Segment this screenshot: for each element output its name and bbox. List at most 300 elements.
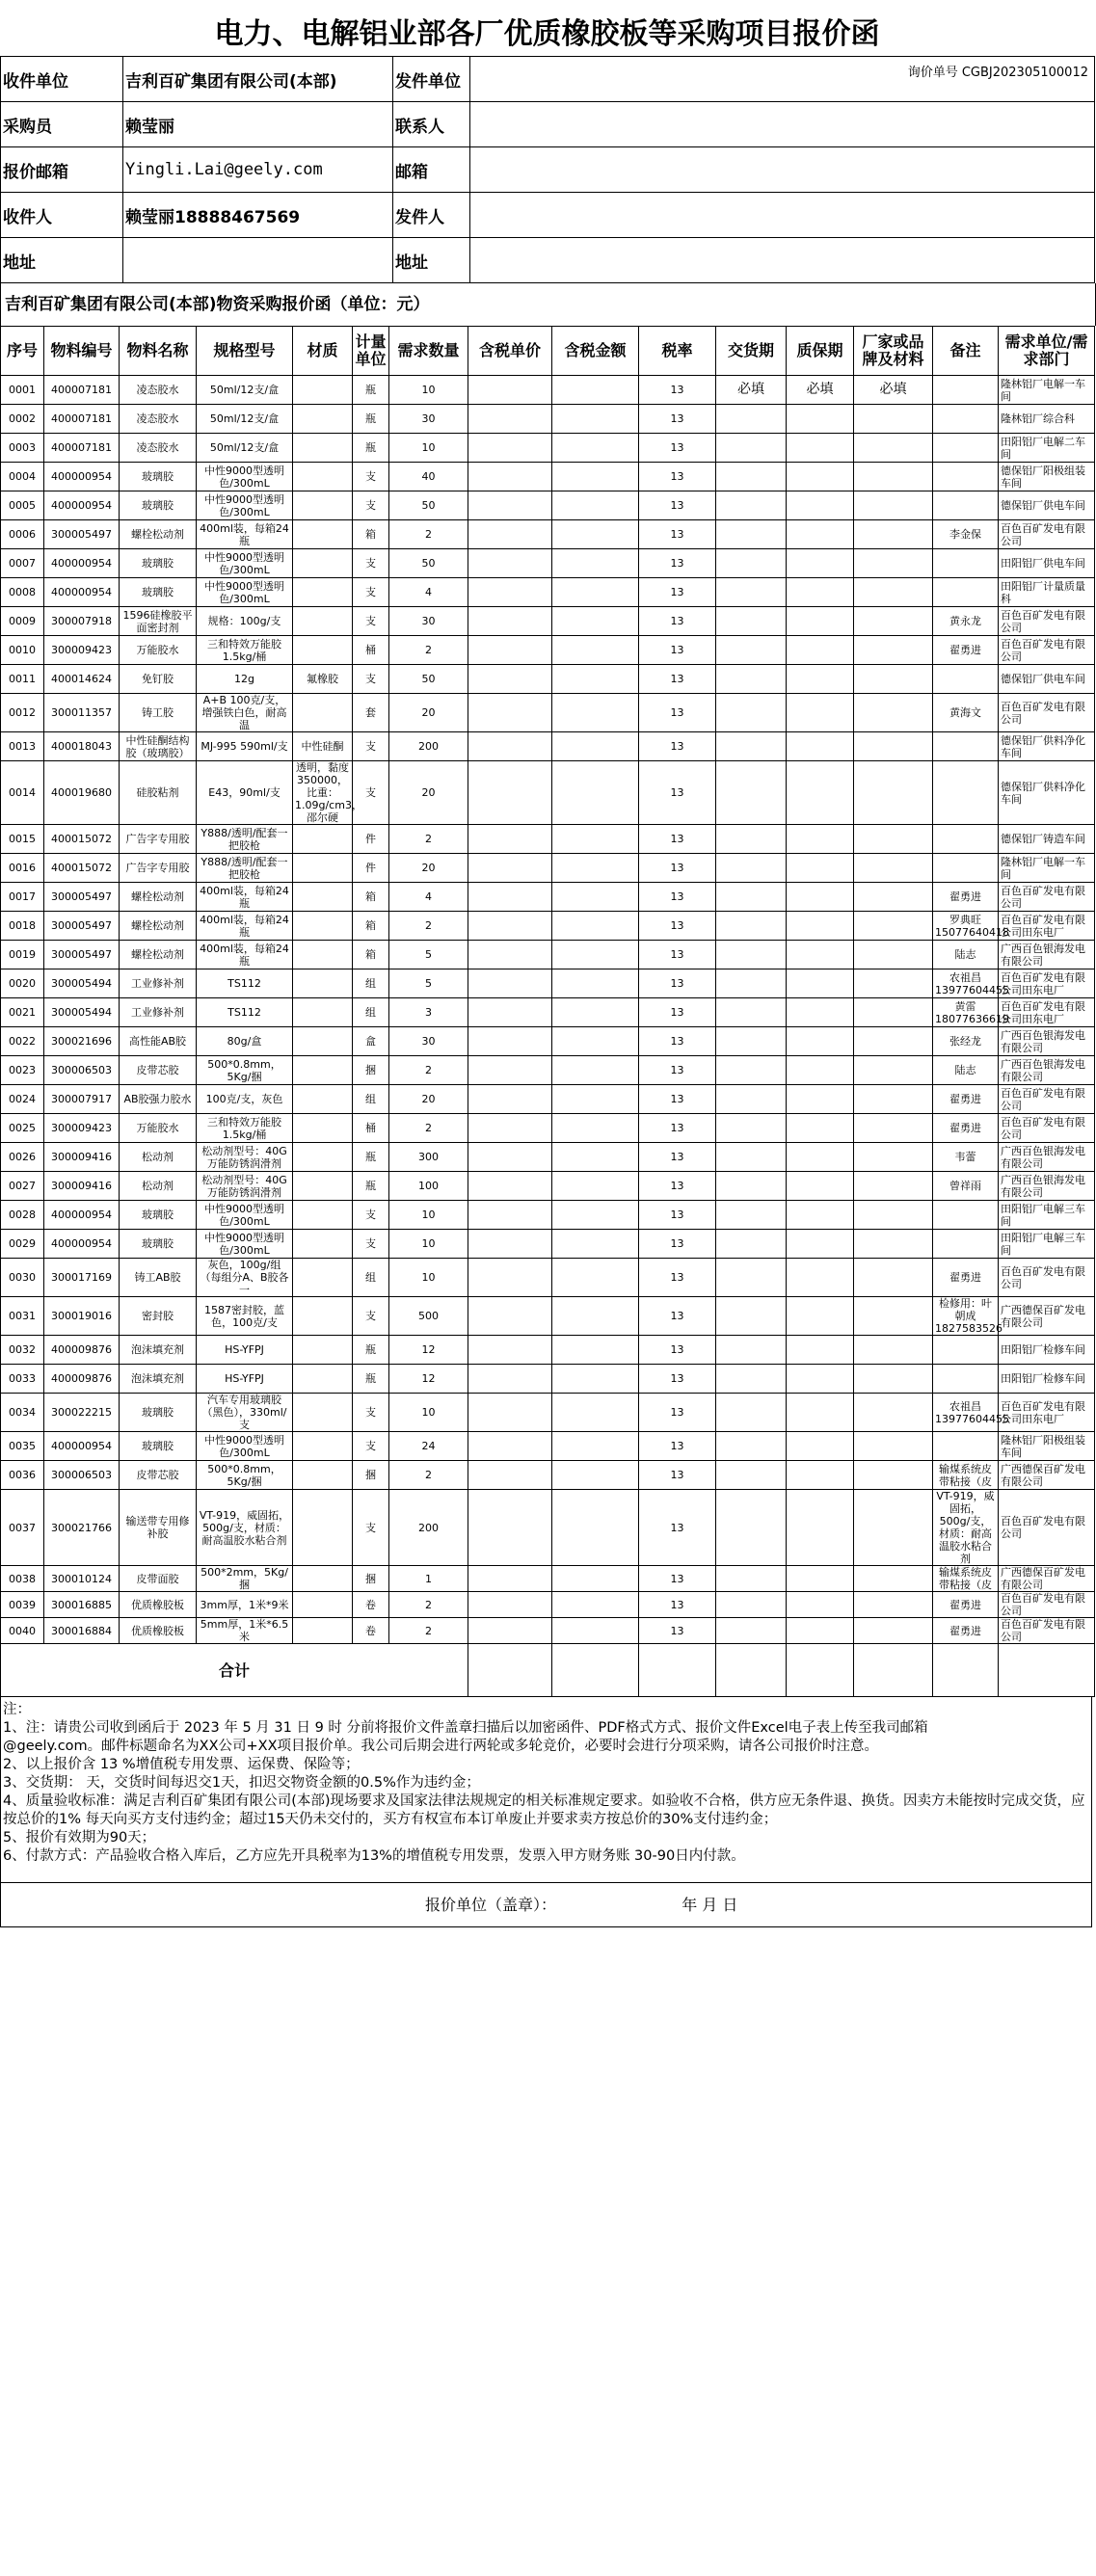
warranty-input[interactable] <box>787 607 854 636</box>
unit-price-input[interactable] <box>468 1201 552 1230</box>
brand-input[interactable] <box>854 1336 933 1365</box>
material: 氟橡胶 <box>293 665 353 694</box>
brand-input[interactable] <box>854 1461 933 1490</box>
demand-dept: 百色百矿发电有限公司田东电厂 <box>999 912 1095 941</box>
note-line: @geely.com。邮件标题命名为XX公司+XX项目报价单。我公司后期会进行两轮或多轮竞价，必要时会进行分项采购，请各公司报价时注意。 <box>3 1739 879 1754</box>
delivery-input[interactable] <box>716 1143 787 1172</box>
unit: 支 <box>353 1490 389 1566</box>
warranty-input[interactable] <box>787 732 854 761</box>
quantity: 50 <box>389 549 468 578</box>
amount-input[interactable] <box>552 578 639 607</box>
material <box>293 1201 353 1230</box>
brand-input[interactable] <box>854 434 933 463</box>
amount-input[interactable] <box>552 665 639 694</box>
amount-input[interactable] <box>552 1297 639 1336</box>
delivery-input[interactable] <box>716 1172 787 1201</box>
warranty-input[interactable] <box>787 549 854 578</box>
warranty-input[interactable] <box>787 434 854 463</box>
unit-price-input[interactable] <box>468 491 552 520</box>
row-no: 0038 <box>1 1566 44 1592</box>
row-no: 0011 <box>1 665 44 694</box>
brand-input[interactable] <box>854 665 933 694</box>
brand-input[interactable] <box>854 1230 933 1259</box>
amount-input[interactable] <box>552 1056 639 1085</box>
warranty-input[interactable] <box>787 1027 854 1056</box>
amount-input[interactable] <box>552 883 639 912</box>
material-name: 泡沫填充剂 <box>120 1336 197 1365</box>
warranty-input[interactable] <box>787 854 854 883</box>
brand-input[interactable] <box>854 732 933 761</box>
unit-price-input[interactable] <box>468 998 552 1027</box>
amount-input[interactable] <box>552 1027 639 1056</box>
delivery-input[interactable] <box>716 607 787 636</box>
warranty-input[interactable] <box>787 998 854 1027</box>
address2-value[interactable] <box>470 238 1095 283</box>
amount-input[interactable] <box>552 941 639 969</box>
brand-input[interactable] <box>854 1114 933 1143</box>
warranty-input[interactable] <box>787 1201 854 1230</box>
warranty-input[interactable] <box>787 1461 854 1490</box>
delivery-input[interactable] <box>716 1432 787 1461</box>
material <box>293 1432 353 1461</box>
warranty-input[interactable] <box>787 1259 854 1297</box>
unit-price-input[interactable] <box>468 1114 552 1143</box>
quantity: 2 <box>389 636 468 665</box>
unit-price-input[interactable] <box>468 549 552 578</box>
unit-price-input[interactable] <box>468 578 552 607</box>
unit-price-input[interactable] <box>468 520 552 549</box>
warranty-input[interactable] <box>787 578 854 607</box>
unit-price-input[interactable] <box>468 1461 552 1490</box>
unit-price-input[interactable] <box>468 694 552 732</box>
quantity: 20 <box>389 761 468 825</box>
delivery-input[interactable] <box>716 1365 787 1394</box>
delivery-input[interactable] <box>716 520 787 549</box>
delivery-input[interactable] <box>716 549 787 578</box>
warranty-input[interactable] <box>787 491 854 520</box>
remark: 翟勇进 <box>933 1618 999 1644</box>
tax-rate: 13 <box>639 825 716 854</box>
warranty-input[interactable] <box>787 1085 854 1114</box>
brand-input[interactable] <box>854 1490 933 1566</box>
brand-input[interactable] <box>854 1592 933 1618</box>
brand-input[interactable] <box>854 1056 933 1085</box>
tax-rate: 13 <box>639 969 716 998</box>
warranty-input[interactable]: 必填 <box>787 376 854 405</box>
brand-input[interactable] <box>854 1143 933 1172</box>
row-no: 0027 <box>1 1172 44 1201</box>
email-value[interactable] <box>470 147 1095 193</box>
amount-input[interactable] <box>552 405 639 434</box>
delivery-input[interactable] <box>716 1618 787 1644</box>
amount-input[interactable] <box>552 969 639 998</box>
delivery-input[interactable] <box>716 1201 787 1230</box>
warranty-input[interactable] <box>787 1336 854 1365</box>
amount-input[interactable] <box>552 549 639 578</box>
delivery-input[interactable] <box>716 405 787 434</box>
warranty-input[interactable] <box>787 520 854 549</box>
quantity: 100 <box>389 1172 468 1201</box>
unit-price-input[interactable] <box>468 883 552 912</box>
material-code: 300011357 <box>44 694 120 732</box>
quote-email-label: 报价邮箱 <box>1 147 123 193</box>
delivery-input[interactable] <box>716 912 787 941</box>
brand-input[interactable] <box>854 854 933 883</box>
amount-input[interactable] <box>552 607 639 636</box>
delivery-input[interactable] <box>716 1085 787 1114</box>
amount-input[interactable] <box>552 1201 639 1230</box>
demand-dept: 广西百色银海发电有限公司 <box>999 1143 1095 1172</box>
brand-input[interactable] <box>854 1172 933 1201</box>
tax-rate: 13 <box>639 1201 716 1230</box>
brand-input[interactable]: 必填 <box>854 376 933 405</box>
material-code: 400000954 <box>44 578 120 607</box>
amount-input[interactable] <box>552 1592 639 1618</box>
delivery-input[interactable] <box>716 1297 787 1336</box>
delivery-input[interactable] <box>716 761 787 825</box>
warranty-input[interactable] <box>787 405 854 434</box>
sender-value[interactable] <box>470 193 1095 238</box>
amount-input[interactable] <box>552 694 639 732</box>
unit-price-input[interactable] <box>468 405 552 434</box>
material <box>293 1592 353 1618</box>
material-name: 玻璃胶 <box>120 463 197 491</box>
amount-input[interactable] <box>552 434 639 463</box>
brand-input[interactable] <box>854 912 933 941</box>
warranty-input[interactable] <box>787 883 854 912</box>
demand-dept: 广西德保百矿发电有限公司 <box>999 1566 1095 1592</box>
delivery-input[interactable] <box>716 636 787 665</box>
amount-input[interactable] <box>552 1461 639 1490</box>
delivery-input[interactable] <box>716 854 787 883</box>
unit-price-input[interactable] <box>468 1618 552 1644</box>
unit-price-input[interactable] <box>468 732 552 761</box>
amount-input[interactable] <box>552 998 639 1027</box>
material-code: 300016884 <box>44 1618 120 1644</box>
warranty-input[interactable] <box>787 694 854 732</box>
delivery-input[interactable] <box>716 969 787 998</box>
delivery-input[interactable] <box>716 1230 787 1259</box>
delivery-input[interactable] <box>716 1394 787 1432</box>
delivery-input[interactable] <box>716 578 787 607</box>
warranty-input[interactable] <box>787 1490 854 1566</box>
warranty-input[interactable] <box>787 912 854 941</box>
unit-price-input[interactable] <box>468 1394 552 1432</box>
delivery-input[interactable] <box>716 825 787 854</box>
brand-input[interactable] <box>854 694 933 732</box>
tax-rate: 13 <box>639 1618 716 1644</box>
amount-input[interactable] <box>552 1114 639 1143</box>
unit-price-input[interactable] <box>468 761 552 825</box>
remark <box>933 1336 999 1365</box>
brand-input[interactable] <box>854 520 933 549</box>
row-no: 0001 <box>1 376 44 405</box>
unit: 支 <box>353 1230 389 1259</box>
remark: 黄永龙 <box>933 607 999 636</box>
quantity: 200 <box>389 1490 468 1566</box>
tax-rate: 13 <box>639 376 716 405</box>
delivery-input[interactable] <box>716 1490 787 1566</box>
brand-input[interactable] <box>854 941 933 969</box>
unit-price-input[interactable] <box>468 665 552 694</box>
warranty-input[interactable] <box>787 1566 854 1592</box>
material-code: 300016885 <box>44 1592 120 1618</box>
warranty-input[interactable] <box>787 1114 854 1143</box>
brand-input[interactable] <box>854 1394 933 1432</box>
material-code: 400000954 <box>44 549 120 578</box>
sign-label: 报价单位（盖章）： <box>425 1896 557 1914</box>
warranty-input[interactable] <box>787 1394 854 1432</box>
material-name: 硅胶粘剂 <box>120 761 197 825</box>
delivery-input[interactable] <box>716 1336 787 1365</box>
unit-price-input[interactable] <box>468 376 552 405</box>
delivery-input[interactable] <box>716 434 787 463</box>
warranty-input[interactable] <box>787 825 854 854</box>
demand-dept: 田阳铝厂电解三车间 <box>999 1201 1095 1230</box>
amount-input[interactable] <box>552 761 639 825</box>
unit-price-input[interactable] <box>468 1490 552 1566</box>
row-no: 0033 <box>1 1365 44 1394</box>
note-line: 2、以上报价含 13 %增值税专用发票、运保费、保险等； <box>3 1757 360 1772</box>
unit-price-input[interactable] <box>468 1297 552 1336</box>
warranty-input[interactable] <box>787 463 854 491</box>
warranty-input[interactable] <box>787 1230 854 1259</box>
amount-input[interactable] <box>552 912 639 941</box>
material-code: 400015072 <box>44 825 120 854</box>
unit-price-input[interactable] <box>468 1230 552 1259</box>
warranty-input[interactable] <box>787 1432 854 1461</box>
unit-price-input[interactable] <box>468 1172 552 1201</box>
delivery-input[interactable] <box>716 883 787 912</box>
demand-dept: 德保铝厂供料净化车间 <box>999 761 1095 825</box>
remark: 罗典旺15077640418 <box>933 912 999 941</box>
unit-price-input[interactable] <box>468 434 552 463</box>
unit: 箱 <box>353 520 389 549</box>
unit: 支 <box>353 761 389 825</box>
unit-price-input[interactable] <box>468 1336 552 1365</box>
address-value[interactable] <box>123 238 393 283</box>
remark <box>933 1201 999 1230</box>
brand-input[interactable] <box>854 761 933 825</box>
delivery-input[interactable] <box>716 1114 787 1143</box>
unit: 瓶 <box>353 434 389 463</box>
brand-input[interactable] <box>854 969 933 998</box>
amount-input[interactable] <box>552 376 639 405</box>
delivery-input[interactable] <box>716 1566 787 1592</box>
column-header: 计量单位 <box>353 327 389 376</box>
table-row <box>1 434 1095 463</box>
unit-price-input[interactable] <box>468 1143 552 1172</box>
delivery-input[interactable] <box>716 1592 787 1618</box>
delivery-input[interactable] <box>716 998 787 1027</box>
warranty-input[interactable] <box>787 969 854 998</box>
amount-input[interactable] <box>552 1085 639 1114</box>
tax-rate: 13 <box>639 1172 716 1201</box>
delivery-input[interactable] <box>716 1259 787 1297</box>
delivery-input[interactable] <box>716 463 787 491</box>
unit-price-input[interactable] <box>468 825 552 854</box>
brand-input[interactable] <box>854 1027 933 1056</box>
brand-input[interactable] <box>854 1566 933 1592</box>
brand-input[interactable] <box>854 998 933 1027</box>
row-no: 0035 <box>1 1432 44 1461</box>
unit-price-input[interactable] <box>468 854 552 883</box>
remark: 陆志 <box>933 941 999 969</box>
amount-input[interactable] <box>552 491 639 520</box>
delivery-input[interactable] <box>716 491 787 520</box>
row-no: 0030 <box>1 1259 44 1297</box>
brand-input[interactable] <box>854 636 933 665</box>
demand-dept: 广西百色银海发电有限公司 <box>999 941 1095 969</box>
material <box>293 520 353 549</box>
warranty-input[interactable] <box>787 665 854 694</box>
amount-input[interactable] <box>552 1566 639 1592</box>
unit-price-input[interactable] <box>468 1432 552 1461</box>
amount-input[interactable] <box>552 1432 639 1461</box>
material-name: 泡沫填充剂 <box>120 1365 197 1394</box>
brand-input[interactable] <box>854 825 933 854</box>
material-name: 万能胶水 <box>120 636 197 665</box>
unit-price-input[interactable] <box>468 1056 552 1085</box>
unit-price-input[interactable] <box>468 607 552 636</box>
remark: 曾祥雨 <box>933 1172 999 1201</box>
material <box>293 578 353 607</box>
brand-input[interactable] <box>854 463 933 491</box>
remark <box>933 491 999 520</box>
warranty-input[interactable] <box>787 941 854 969</box>
sender-label: 发件人 <box>393 193 470 238</box>
quantity: 1 <box>389 1566 468 1592</box>
warranty-input[interactable] <box>787 1143 854 1172</box>
material <box>293 969 353 998</box>
brand-input[interactable] <box>854 1085 933 1114</box>
unit-price-input[interactable] <box>468 1592 552 1618</box>
delivery-input[interactable]: 必填 <box>716 376 787 405</box>
delivery-input[interactable] <box>716 694 787 732</box>
quantity: 30 <box>389 607 468 636</box>
material-name: 中性硅酮结构胶（玻璃胶） <box>120 732 197 761</box>
material-name: 优质橡胶板 <box>120 1592 197 1618</box>
amount-input[interactable] <box>552 636 639 665</box>
demand-dept: 德保铝厂供电车间 <box>999 665 1095 694</box>
amount-input[interactable] <box>552 520 639 549</box>
demand-dept: 百色百矿发电有限公司 <box>999 636 1095 665</box>
brand-input[interactable] <box>854 405 933 434</box>
brand-input[interactable] <box>854 1297 933 1336</box>
amount-input[interactable] <box>552 1143 639 1172</box>
quantity: 2 <box>389 1114 468 1143</box>
brand-input[interactable] <box>854 1259 933 1297</box>
brand-input[interactable] <box>854 1432 933 1461</box>
amount-input[interactable] <box>552 1172 639 1201</box>
unit-price-input[interactable] <box>468 463 552 491</box>
unit-price-input[interactable] <box>468 1365 552 1394</box>
spec: TS112 <box>197 998 293 1027</box>
material-code: 300006503 <box>44 1461 120 1490</box>
delivery-input[interactable] <box>716 1056 787 1085</box>
spec: 400ml装，每箱24瓶 <box>197 912 293 941</box>
amount-input[interactable] <box>552 463 639 491</box>
remark <box>933 825 999 854</box>
brand-input[interactable] <box>854 1618 933 1644</box>
material-name: 铸工AB胶 <box>120 1259 197 1297</box>
delivery-input[interactable] <box>716 1027 787 1056</box>
material <box>293 463 353 491</box>
demand-dept: 广西百色银海发电有限公司 <box>999 1056 1095 1085</box>
amount-input[interactable] <box>552 1490 639 1566</box>
brand-input[interactable] <box>854 491 933 520</box>
amount-input[interactable] <box>552 1618 639 1644</box>
unit: 桶 <box>353 1114 389 1143</box>
total-amount-input[interactable] <box>552 1644 639 1697</box>
amount-input[interactable] <box>552 1230 639 1259</box>
tax-rate: 13 <box>639 1056 716 1085</box>
amount-input[interactable] <box>552 732 639 761</box>
unit: 瓶 <box>353 1365 389 1394</box>
brand-input[interactable] <box>854 607 933 636</box>
brand-input[interactable] <box>854 1365 933 1394</box>
material <box>293 1143 353 1172</box>
delivery-input[interactable] <box>716 1461 787 1490</box>
unit-price-input[interactable] <box>468 1259 552 1297</box>
delivery-input[interactable] <box>716 941 787 969</box>
amount-input[interactable] <box>552 1365 639 1394</box>
delivery-input[interactable] <box>716 732 787 761</box>
row-no: 0017 <box>1 883 44 912</box>
brand-input[interactable] <box>854 1201 933 1230</box>
warranty-input[interactable] <box>787 1056 854 1085</box>
buyer-label: 采购员 <box>1 102 123 147</box>
delivery-input[interactable] <box>716 665 787 694</box>
unit-price-input[interactable] <box>468 1566 552 1592</box>
amount-input[interactable] <box>552 854 639 883</box>
material <box>293 1172 353 1201</box>
brand-input[interactable] <box>854 883 933 912</box>
unit-price-input[interactable] <box>468 1027 552 1056</box>
contact-value[interactable] <box>470 102 1095 147</box>
remark <box>933 1432 999 1461</box>
warranty-input[interactable] <box>787 1172 854 1201</box>
unit-price-input[interactable] <box>468 636 552 665</box>
warranty-input[interactable] <box>787 1618 854 1644</box>
amount-input[interactable] <box>552 1394 639 1432</box>
unit-price-input[interactable] <box>468 969 552 998</box>
spec: 50ml/12支/盒 <box>197 376 293 405</box>
material-name: 玻璃胶 <box>120 1432 197 1461</box>
amount-input[interactable] <box>552 1336 639 1365</box>
table-row <box>1 1592 1095 1618</box>
total-cell <box>787 1644 854 1697</box>
demand-dept: 隆林铝厂电解一车间 <box>999 854 1095 883</box>
unit-price-input[interactable] <box>468 1085 552 1114</box>
warranty-input[interactable] <box>787 1365 854 1394</box>
warranty-input[interactable] <box>787 1297 854 1336</box>
unit-price-input[interactable] <box>468 912 552 941</box>
material-name: 玻璃胶 <box>120 549 197 578</box>
warranty-input[interactable] <box>787 761 854 825</box>
warranty-input[interactable] <box>787 1592 854 1618</box>
amount-input[interactable] <box>552 1259 639 1297</box>
brand-input[interactable] <box>854 549 933 578</box>
material <box>293 1394 353 1432</box>
inquiry-value: CGBJ202305100012 <box>961 66 1088 80</box>
demand-dept: 百色百矿发电有限公司 <box>999 883 1095 912</box>
table-row <box>1 1432 1095 1461</box>
amount-input[interactable] <box>552 825 639 854</box>
brand-input[interactable] <box>854 578 933 607</box>
unit-price-input[interactable] <box>468 941 552 969</box>
warranty-input[interactable] <box>787 636 854 665</box>
